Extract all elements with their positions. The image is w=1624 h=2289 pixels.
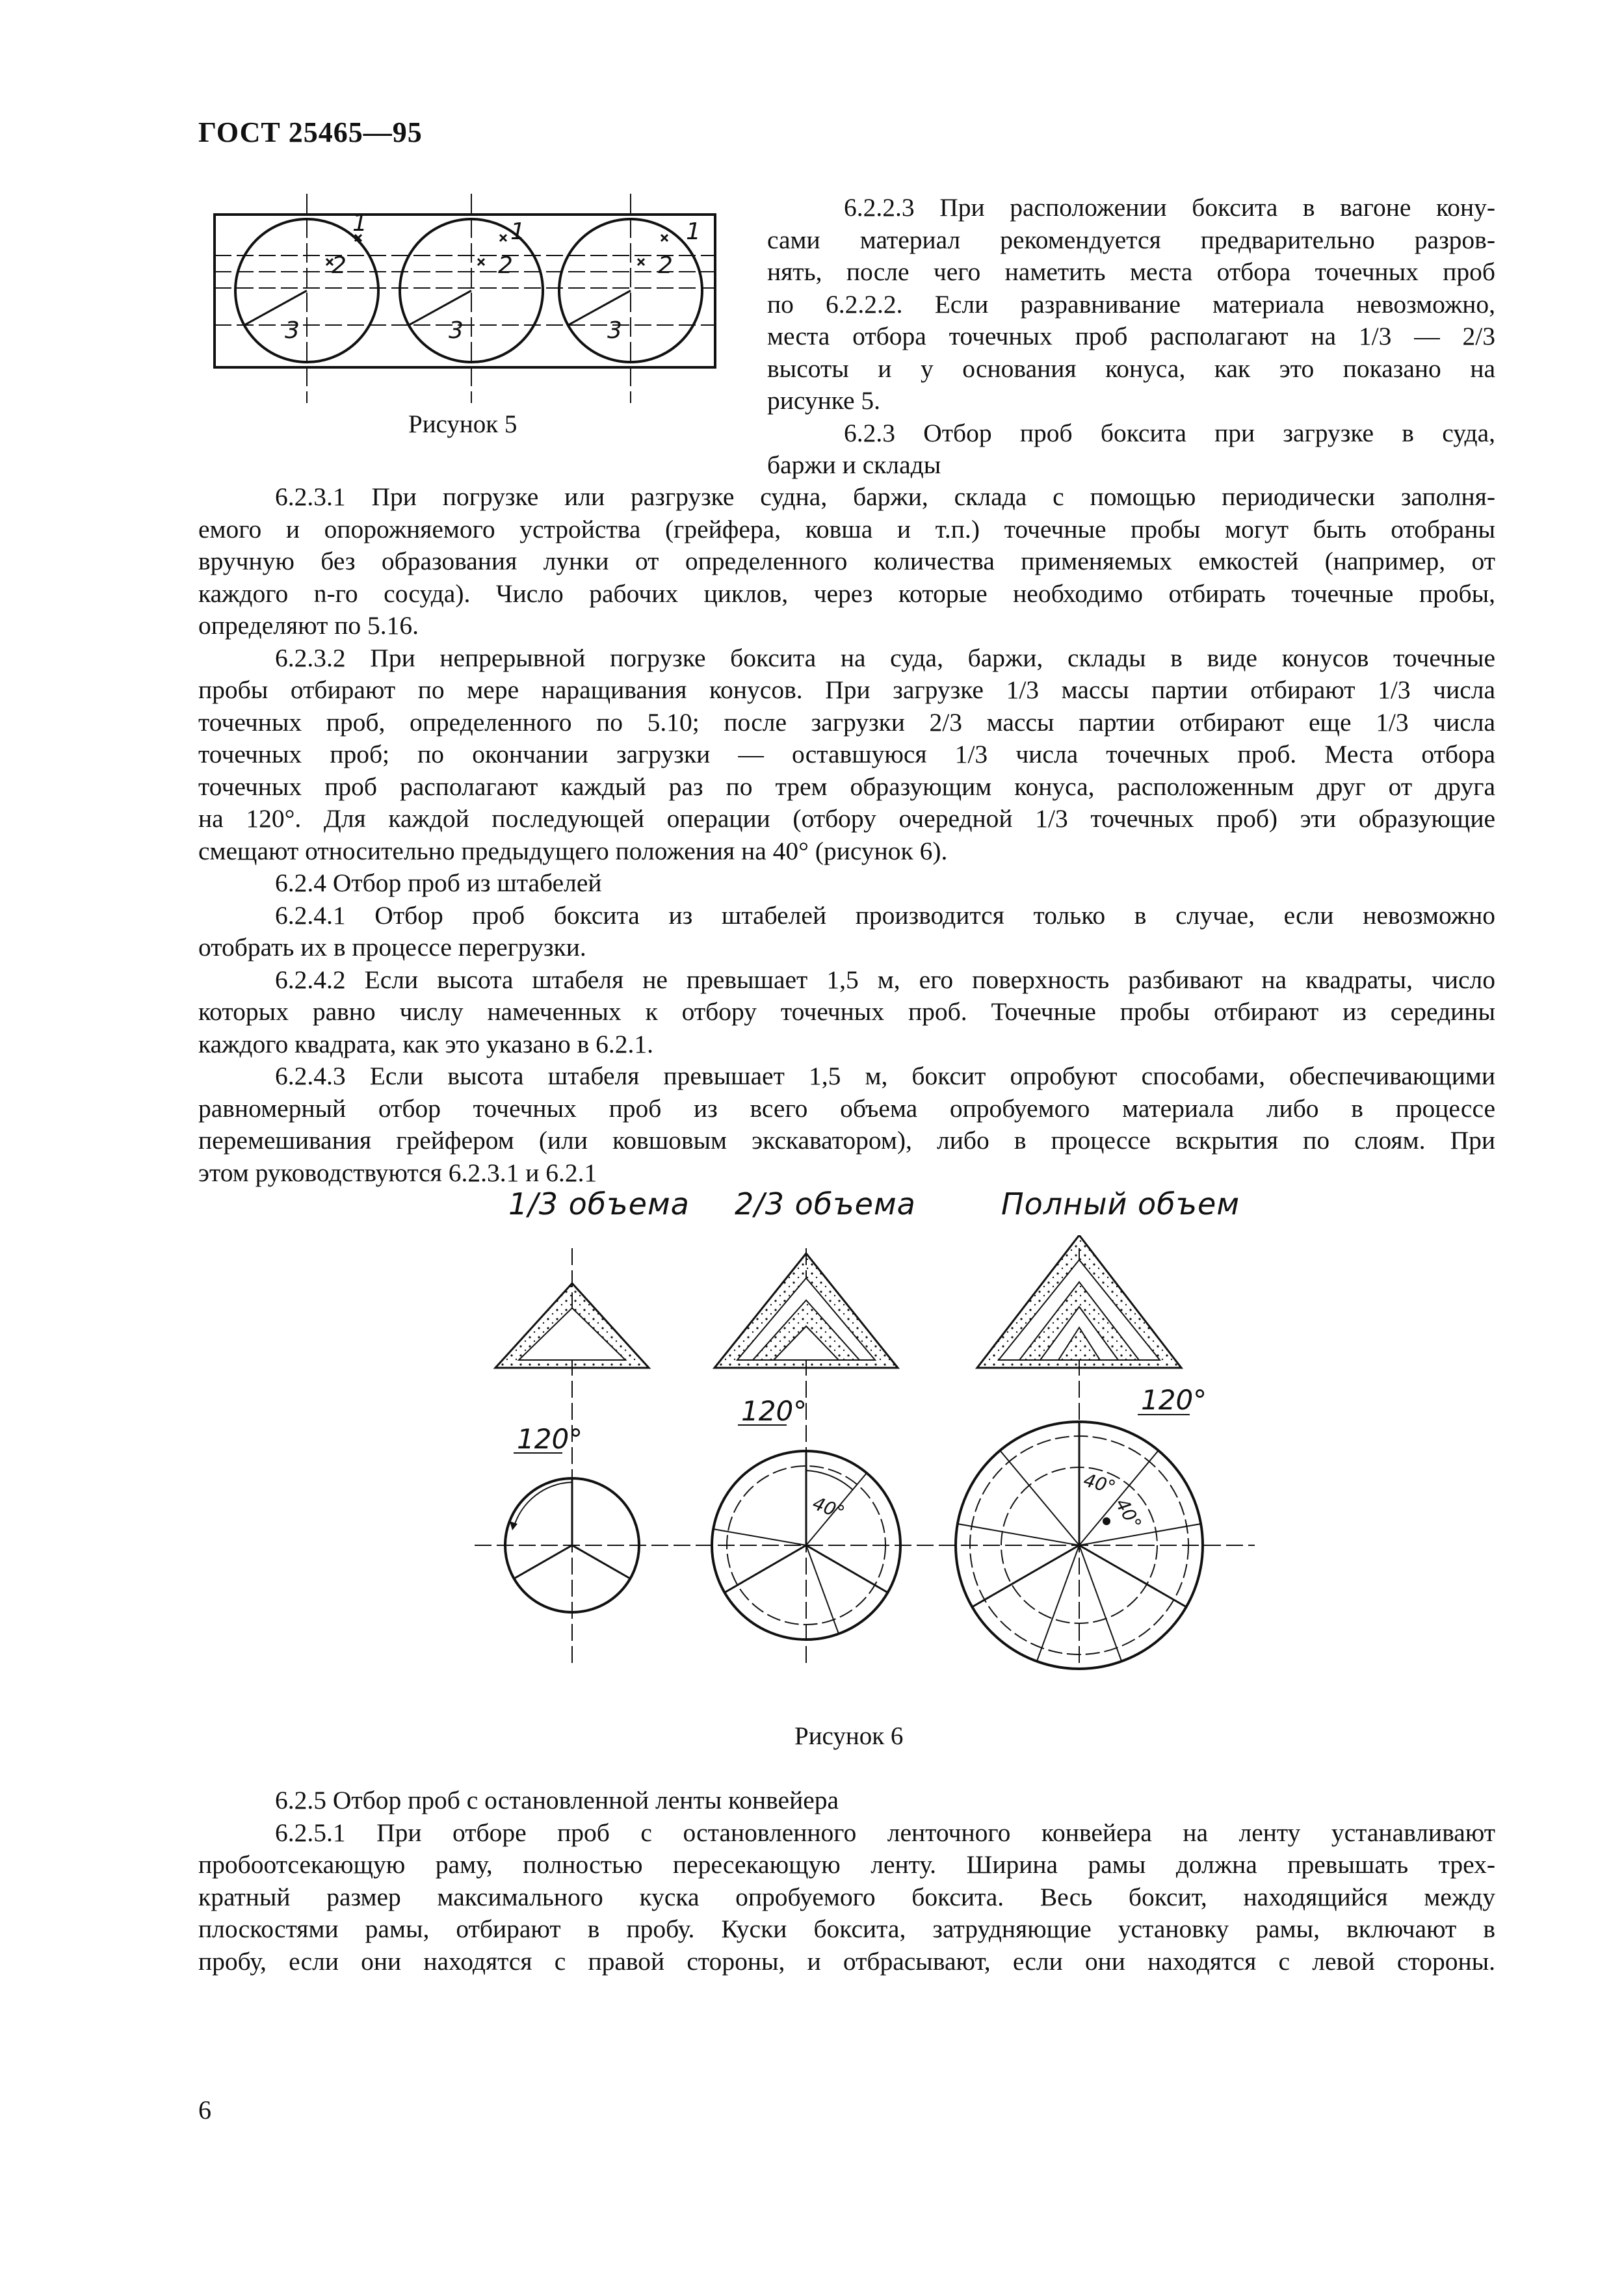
fig5-label-3c: 3 [607, 317, 622, 344]
line: по 6.2.2.2. Если разравнивание материала невозможно, [767, 289, 1495, 319]
figure-6-caption: Рисунок 6 [794, 1722, 904, 1750]
line: 6.2.2.3 При расположении боксита в вагоне кону- [844, 193, 1495, 222]
line: точечных проб; по окончании загрузки — оставшуюся 1/3 числа точечных проб. Места отбора [198, 740, 1495, 768]
fig5-label-3b: 3 [449, 317, 464, 344]
line: плоскостями рамы, отбирают в пробу. Куски боксита, затрудняющие установку рамы, включают в [198, 1915, 1495, 1943]
fig6-angle-40-a: 40° [809, 1492, 848, 1524]
line: точечных проб располагают каждый раз по трем образующим конуса, расположенным друг от друга [198, 772, 1495, 801]
page-header: ГОСТ 25465—95 [198, 116, 423, 148]
line: этом руководствуются 6.2.3.1 и 6.2.1 [198, 1158, 597, 1187]
line: емого и опорожняемого устройства (грейфера, ковша и т.п.) точечные пробы могут быть отобраны [198, 514, 1495, 543]
line: определяют по 5.16. [198, 611, 419, 640]
line: 6.2.4 Отбор проб из штабелей [275, 869, 602, 897]
line: смещают относительно предыдущего положения на 40° (рисунок 6). [198, 836, 948, 865]
line: 6.2.3.1 При погрузке или разгрузке судна, баржи, склада с помощью периодически заполня- [275, 482, 1495, 511]
line: баржи и склады [767, 451, 941, 479]
line: 6.2.4.1 Отбор проб боксита из штабелей производится только в случае, если невозможно [275, 900, 1495, 930]
line: 6.2.5 Отбор проб с остановленной ленты конвейера [275, 1786, 839, 1814]
line: кратный размер максимального куска опробуемого боксита. Весь боксит, находящийся между [198, 1882, 1495, 1911]
fig6-angle-40-c: 40° [1110, 1495, 1146, 1534]
figure-6-diagram [455, 1235, 1274, 1703]
line: отобрать их в процессе перегрузки. [198, 933, 586, 961]
line: каждого n-го сосуда). Число рабочих циклов, через которые необходимо отбирать точечные пробы, [198, 579, 1495, 608]
fig5-label-1b: 1 [510, 218, 525, 245]
line: пробу, если они находятся с правой стороны, и отбрасывают, если они находятся с левой стороны. [198, 1946, 1495, 1976]
line: 6.2.3.2 При непрерывной погрузке боксита на суда, баржи, склады в виде конусов точечные [275, 643, 1495, 672]
line: пробы отбирают по мере наращивания конусов. При загрузке 1/3 массы партии отбирают 1/3 числа [198, 675, 1495, 704]
figure-6-title-two-thirds: 2/3 объема [735, 1186, 916, 1222]
figure-6-title-full: Полный объем [1001, 1186, 1240, 1222]
figure-5-diagram [208, 189, 728, 410]
paragraph-6-2-3-1 [198, 481, 1495, 1189]
fig5-label-2b: 2 [498, 252, 513, 279]
fig6-angle-120-c: 120° [1141, 1384, 1207, 1416]
line: 6.2.4.3 Если высота штабеля превышает 1,5 м, боксит опробуют способами, обеспечивающими [275, 1062, 1495, 1090]
fig5-label-1c: 1 [686, 218, 701, 245]
paragraph-6-2-5 [198, 1785, 1495, 1978]
line: 6.2.3 Отбор проб боксита при загрузке в суда, [844, 418, 1495, 447]
paragraph-6-2-2-3 [767, 192, 1495, 482]
line: места отбора точечных проб располагают на 1/3 — 2/3 [767, 322, 1495, 350]
line: равномерный отбор точечных проб из всего объема опробуемого материала либо в процессе [198, 1093, 1495, 1123]
figure-5-caption: Рисунок 5 [408, 410, 517, 438]
line: перемешивания грейфером (или ковшовым экскаватором), либо в процессе вскрытия по слоям. При [198, 1126, 1495, 1155]
figure-6-title-third: 1/3 объема [508, 1186, 690, 1222]
fig6-angle-120-b: 120° [741, 1395, 807, 1427]
line: рисунке 5. [767, 386, 881, 415]
line: пробоотсекающую раму, полностью пересекающую ленту. Ширина рамы должна превышать трех- [198, 1850, 1495, 1879]
line: на 120°. Для каждой последующей операции (отбору очередной 1/3 точечных проб) эти образующие [198, 804, 1495, 833]
line: которых равно числу намеченных к отбору точечных проб. Точечные пробы отбирают из середины [198, 997, 1495, 1026]
fig5-label-2c: 2 [658, 252, 673, 279]
fig6-angle-40-b: 40° [1081, 1469, 1118, 1498]
fig5-label-1a: 1 [352, 210, 367, 237]
line: высоты и у основания конуса, как это показано на [767, 354, 1495, 383]
fig5-label-2a: 2 [332, 252, 347, 279]
line: 6.2.4.2 Если высота штабеля не превышает 1,5 м, его поверхность разбивают на квадраты, число [275, 965, 1495, 994]
line: нять, после чего наметить места отбора точечных проб [767, 257, 1495, 286]
fig5-label-3a: 3 [285, 317, 300, 344]
line: 6.2.5.1 При отборе проб с остановленного ленточного конвейера на ленту устанавливают [275, 1818, 1495, 1847]
line: сами материал рекомендуется предварительно разров- [767, 225, 1495, 254]
page-number: 6 [198, 2095, 211, 2125]
line: точечных проб, определенного по 5.10; после загрузки 2/3 массы партии отбирают еще 1/3 числа [198, 707, 1495, 737]
fig6-angle-120-a: 120° [517, 1423, 583, 1455]
line: вручную без образования лунки от определенного количества применяемых емкостей (например, от [198, 547, 1495, 575]
line: каждого квадрата, как это указано в 6.2.1. [198, 1029, 654, 1058]
